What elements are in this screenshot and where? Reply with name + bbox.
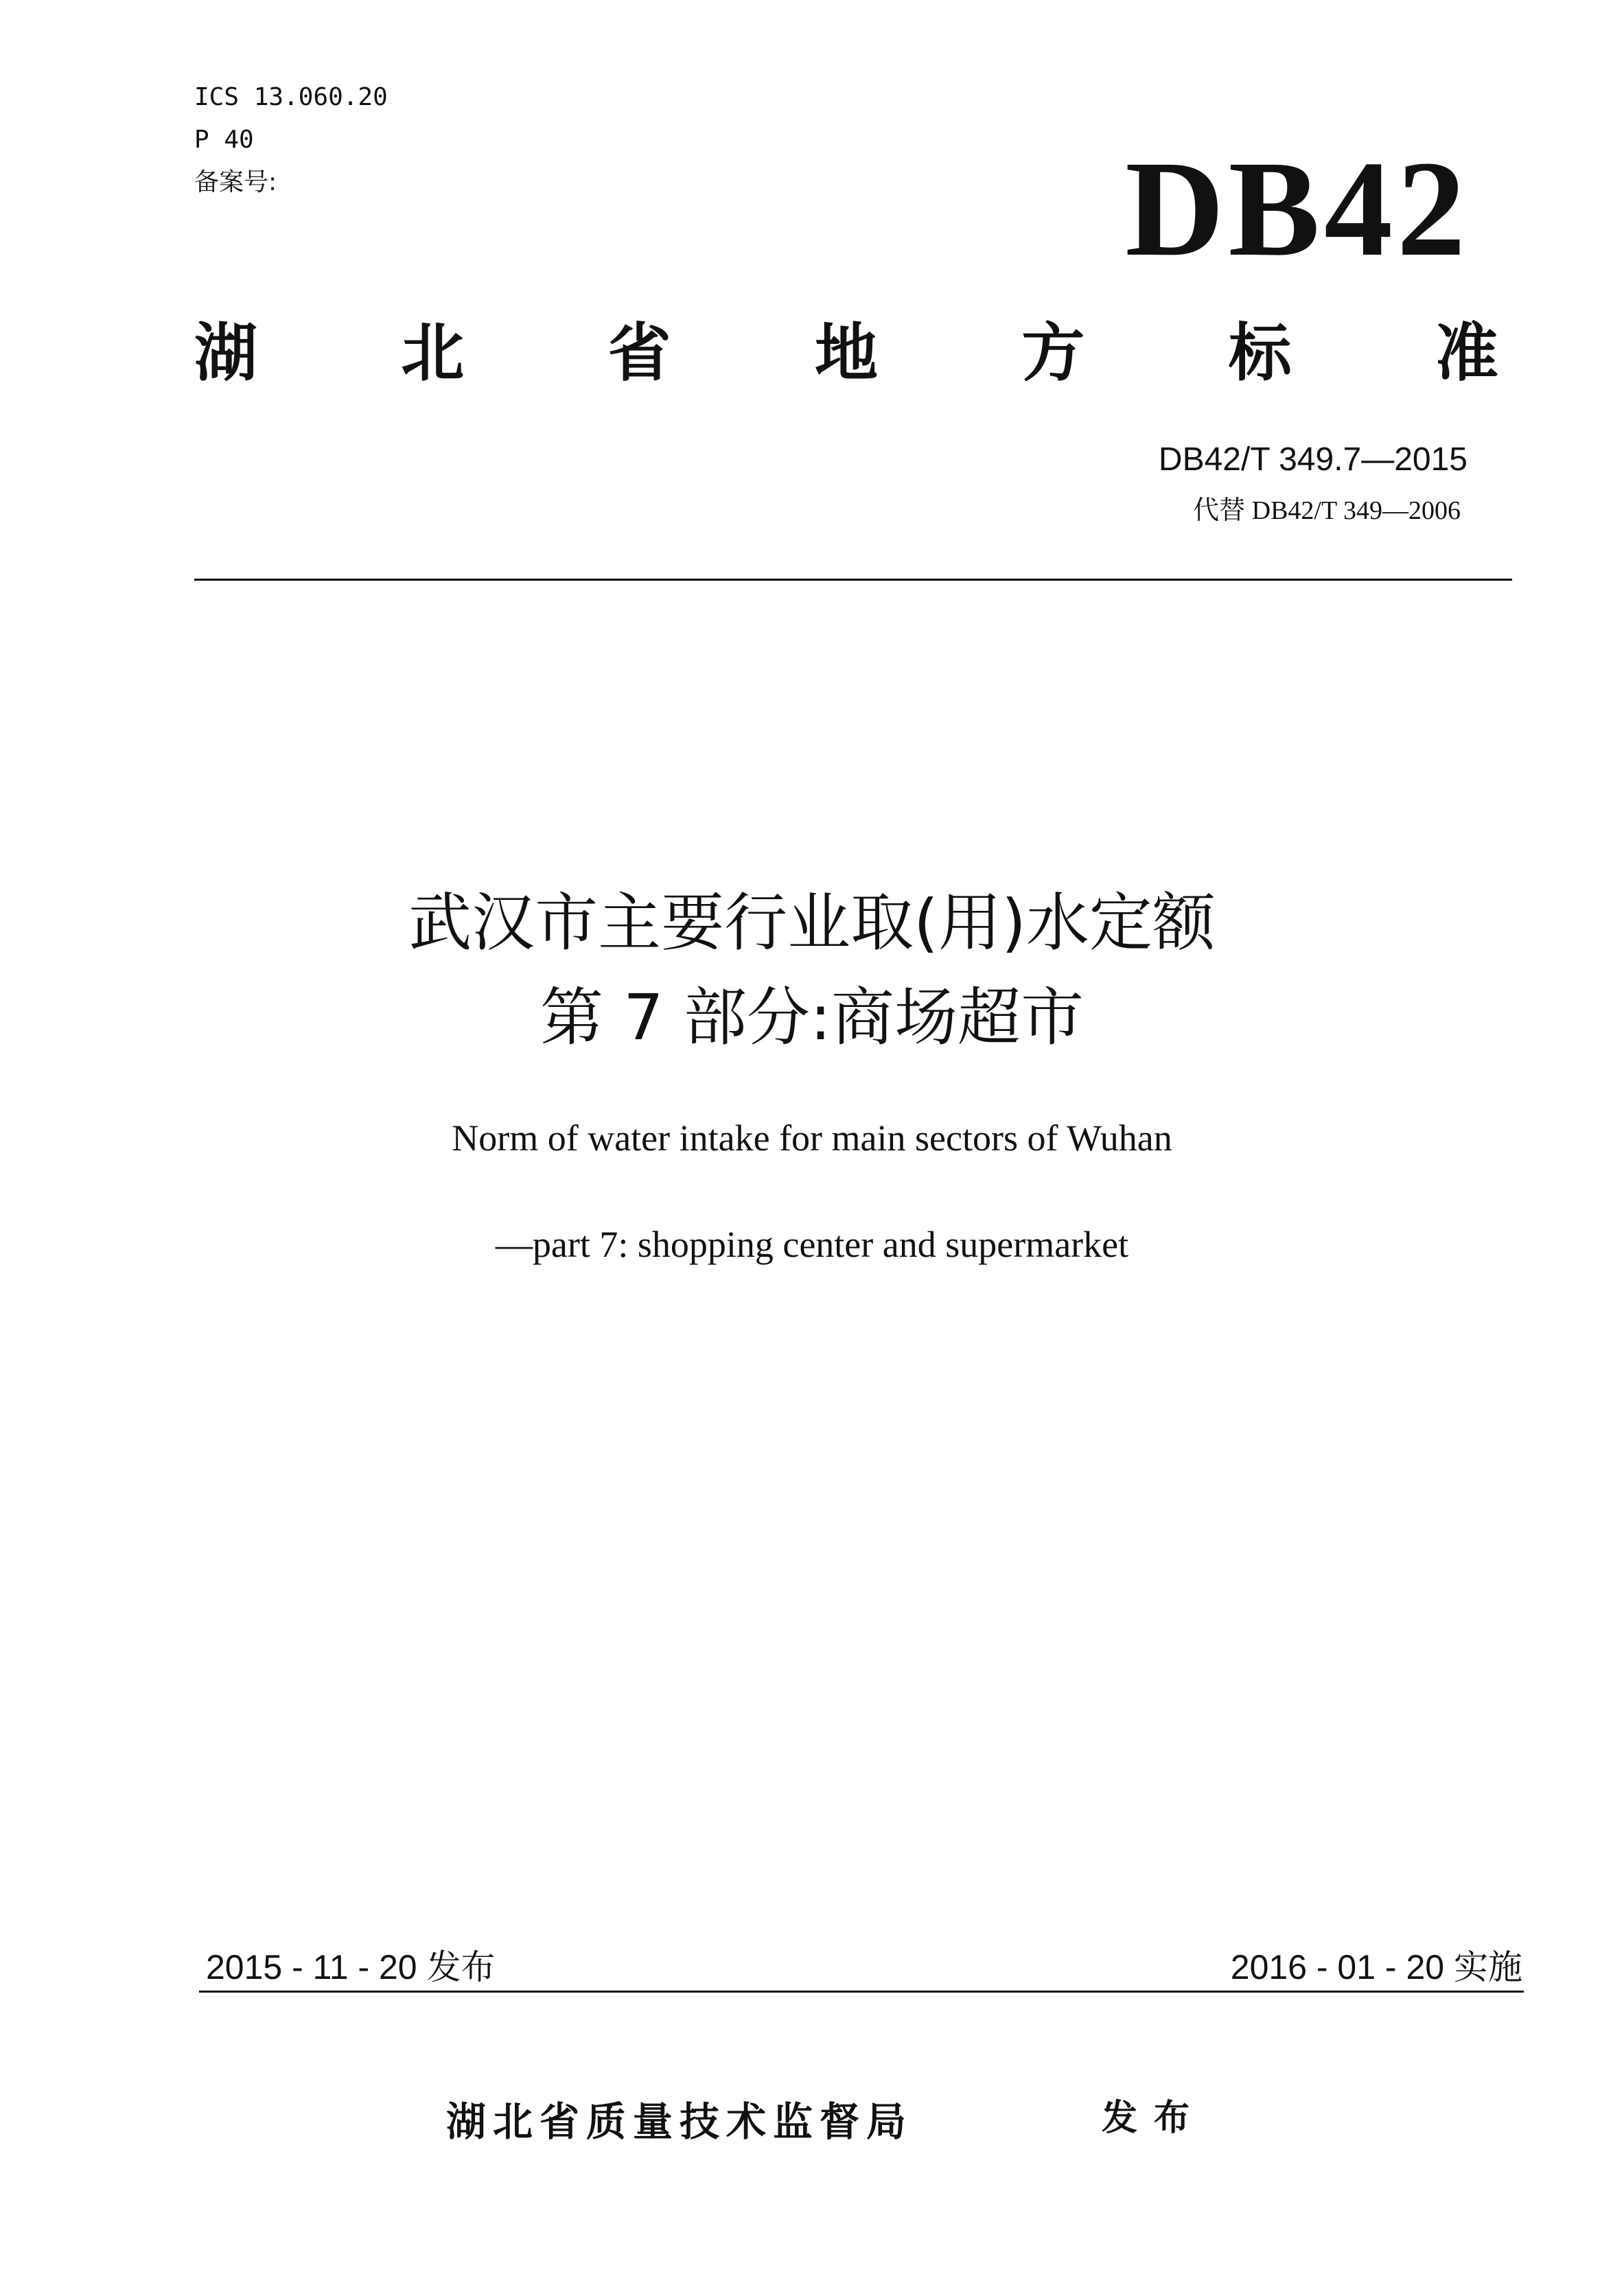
standard-logo: DB42 bbox=[1125, 133, 1470, 285]
record-number-label: 备案号: bbox=[194, 168, 277, 196]
classification-code: P 40 bbox=[194, 126, 254, 154]
standard-type-char: 省 bbox=[607, 316, 671, 390]
issue-date: 2015 - 11 - 20 发布 bbox=[206, 1948, 496, 1986]
ics-code: ICS 13.060.20 bbox=[194, 83, 388, 111]
issue-action: 发布 bbox=[1102, 2098, 1207, 2139]
standard-type-char: 湖 bbox=[194, 316, 258, 390]
implementation-date: 2016 - 01 - 20 实施 bbox=[1230, 1948, 1522, 1986]
standard-type-char: 标 bbox=[1228, 316, 1292, 390]
standard-type-char: 准 bbox=[1435, 316, 1498, 390]
header-divider bbox=[194, 579, 1512, 581]
title-chinese-line-1: 武汉市主要行业取(用)水定额 bbox=[408, 886, 1216, 960]
title-chinese-line-2: 第 7 部分:商场超市 bbox=[540, 981, 1084, 1054]
replaced-standard: 代替 DB42/T 349—2006 bbox=[1193, 496, 1461, 525]
standard-type-char: 地 bbox=[814, 316, 878, 390]
standard-number: DB42/T 349.7—2015 bbox=[1158, 441, 1468, 478]
title-english-line-2: —part 7: shopping center and supermarket bbox=[495, 1224, 1129, 1265]
date-divider bbox=[199, 1991, 1524, 1993]
standard-type-heading bbox=[194, 316, 1498, 391]
title-english-line-1: Norm of water intake for main sectors of Wuhan bbox=[452, 1117, 1172, 1159]
standard-type-char: 方 bbox=[1021, 316, 1085, 390]
issuing-authority: 湖北省质量技术监督局 bbox=[446, 2098, 914, 2145]
standard-type-char: 北 bbox=[401, 316, 465, 390]
